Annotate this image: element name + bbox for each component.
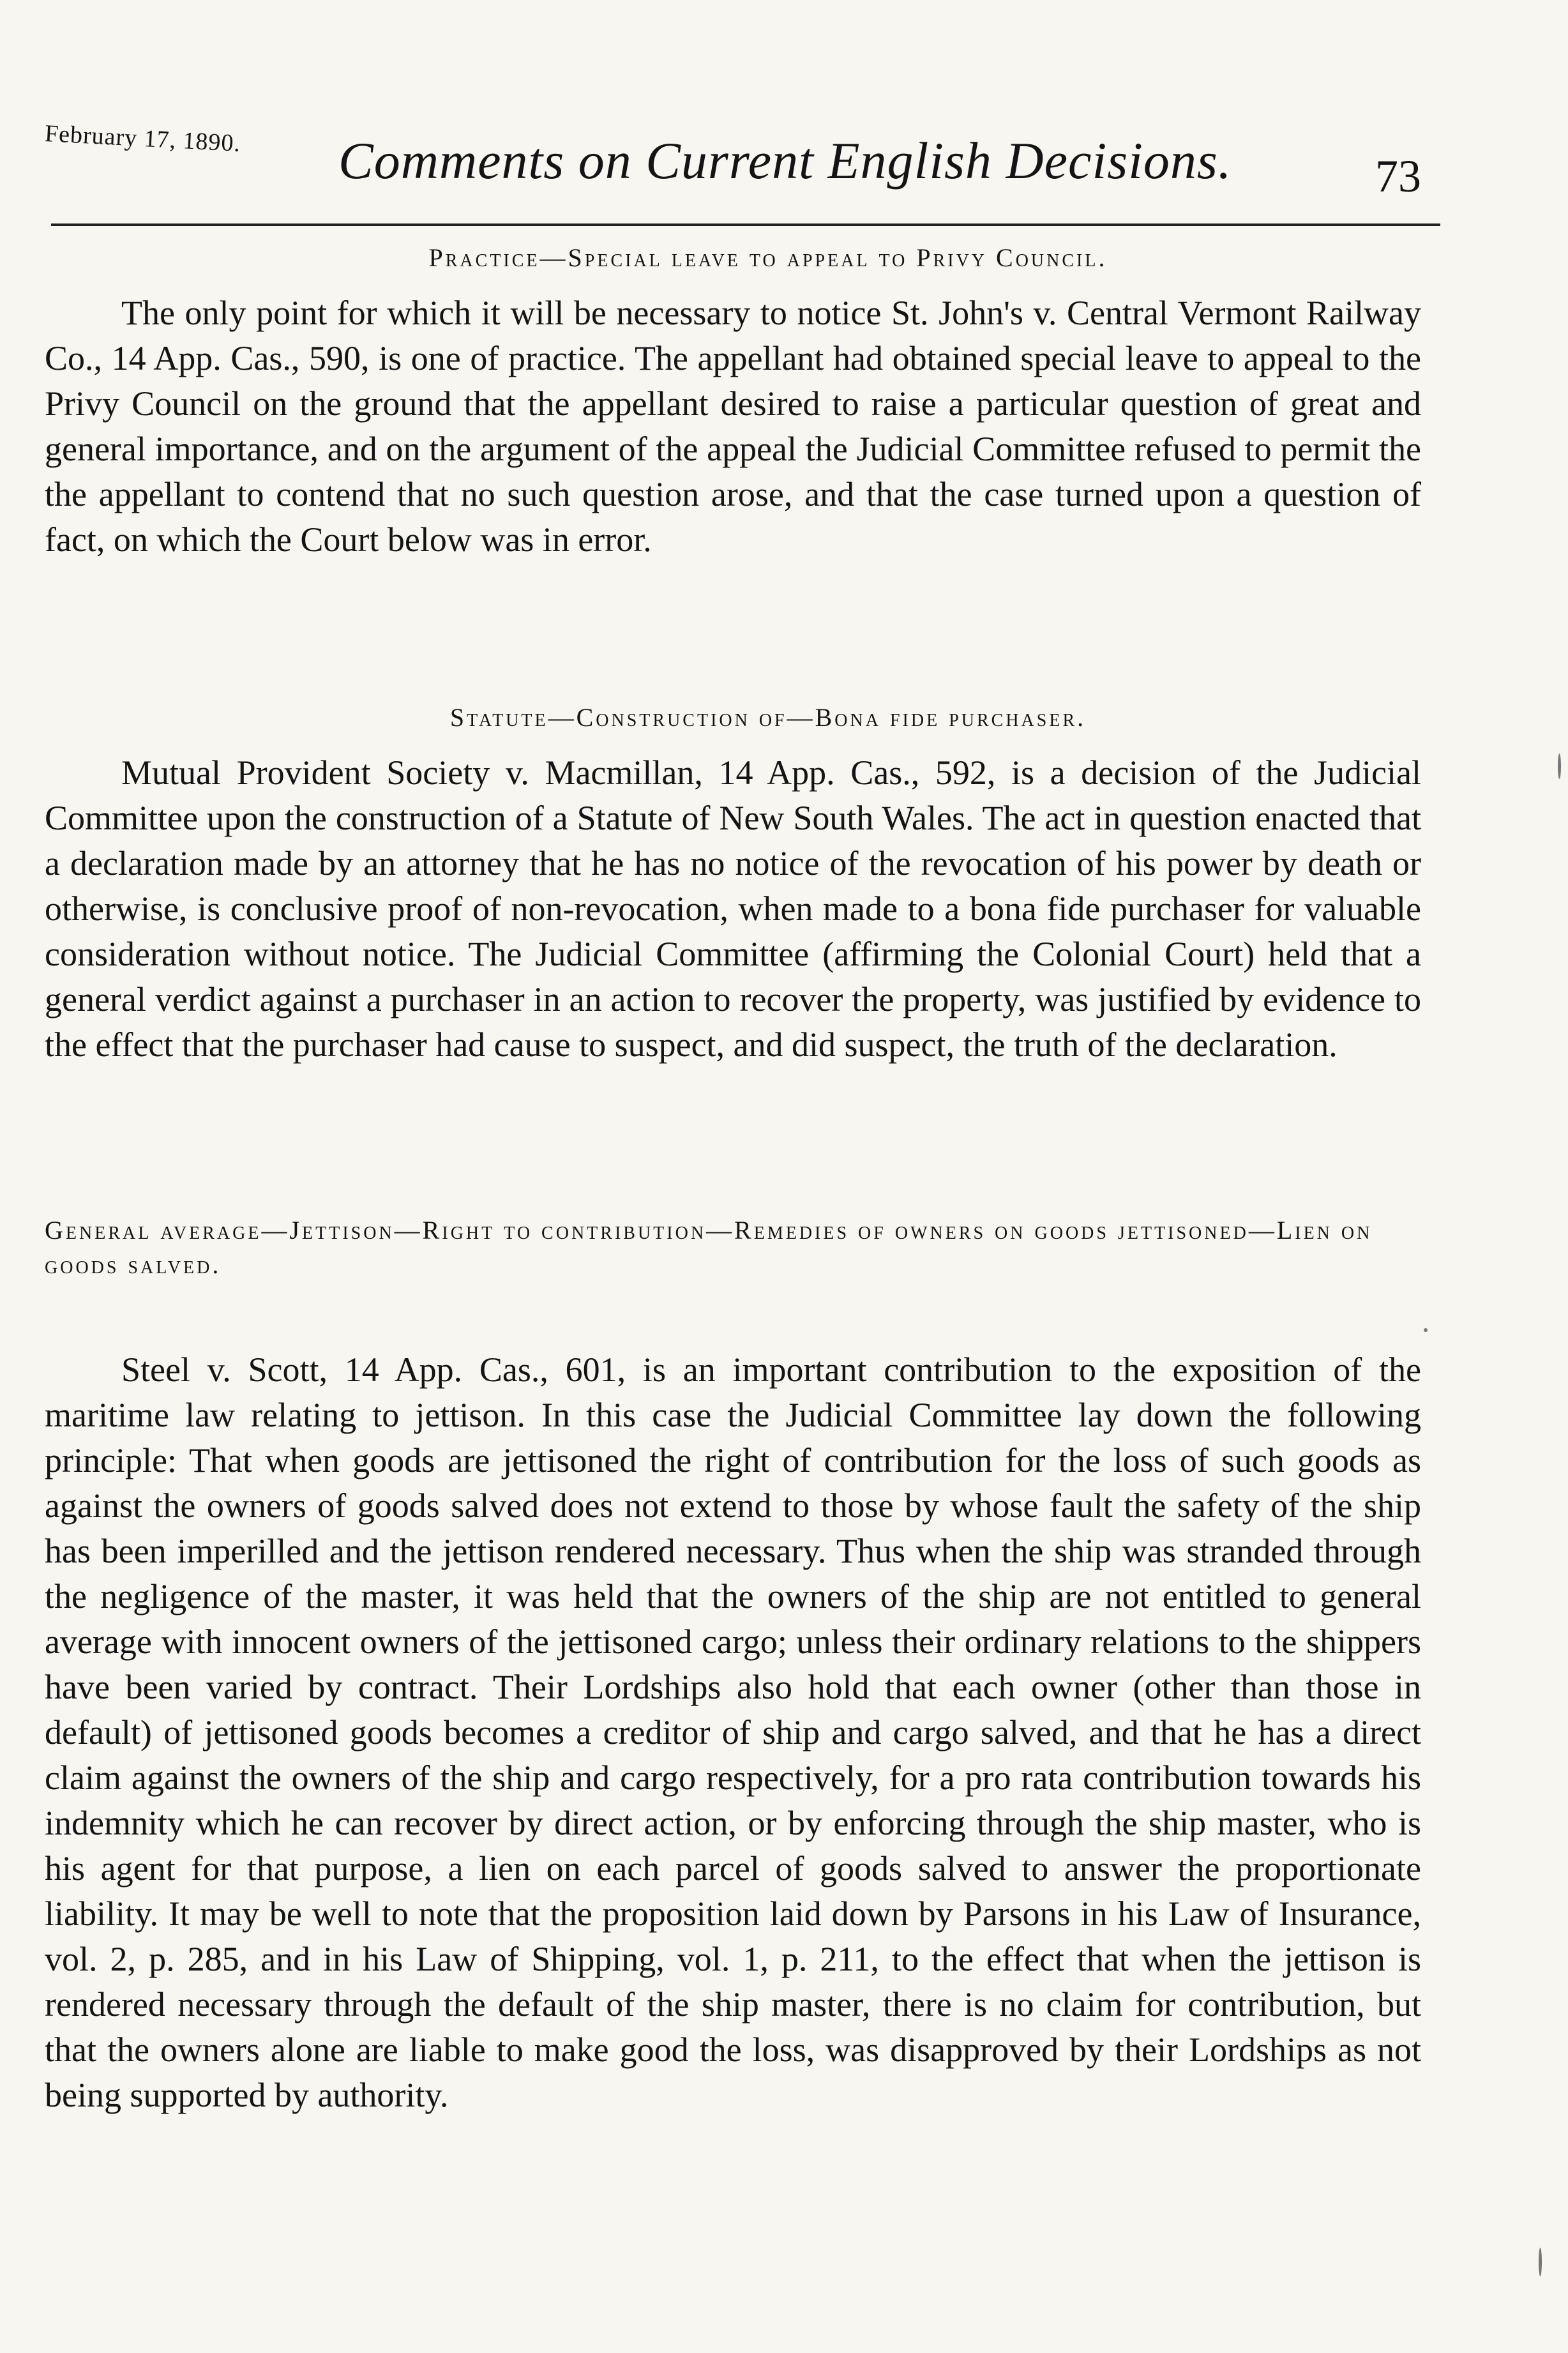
section-heading-statute: Statute—Construction of—Bona fide purchaser. — [449, 703, 1087, 732]
header-rule — [51, 223, 1440, 226]
paragraph-general-average: Steel v. Scott, 14 App. Cas., 601, is an important contribution to the exposition of the maritime law relating to jettison. In this case the Judicial Committee lay down the following principle: That when goods are jettisoned the right of contribution for the loss of such goods as against the owners of goods salved does not extend to those by whose fault the safety of the ship has been imperilled and the jettison rendered necessary. Thus when the ship was stranded through the negligence of the master, it was held that the owners of the ship are not entitled to general average with innocent owners of the jettisoned cargo; unless their ordinary relations to the shippers have been varied by contract. Their Lordships also hold that each owner (other than those in default) of jettisoned goods becomes a creditor of ship and cargo salved, and that he has a direct claim against the owners of the ship and cargo respectively, for a pro rata contribution towards his indemnity which he can recover by direct action, or by enforcing through the ship master, who is his agent for that purpose, a lien on each parcel of goods salved to answer the proportionate liability. It may be well to note that the proposition laid down by Parsons in his Law of Insurance, vol. 2, p. 285, and in his Law of Shipping, vol. 1, p. 211, to the effect that when the jettison is rendered necessary through the default of the ship master, there is no claim for contribution, but that the owners alone are liable to make good the loss, was disapproved by their Lordships as not being supported by authority. — [45, 1351, 1421, 2114]
paragraph-practice: The only point for which it will be necessary to notice St. John's v. Central Vermont Railway Co., 14 App. Cas., 590, is one of practice. The appellant had obtained special leave to appeal to the Privy Council on the ground that the appellant desired to raise a particular question of great and general importance, and on the argument of the appeal the Judicial Committee refused to permit the the appellant to contend that no such question arose, and that the case turned upon a question of fact, on which the Court below was in error. — [45, 294, 1421, 559]
margin-speck — [1424, 1328, 1428, 1332]
running-title: Comments on Current English Decisions. — [338, 132, 1232, 190]
running-header — [45, 112, 1421, 220]
section-heading-practice: Practice—Special leave to appeal to Privy Council. — [428, 243, 1108, 272]
margin-speck — [1539, 2248, 1542, 2276]
paragraph-statute: Mutual Provident Society v. Macmillan, 14 App. Cas., 592, is a decision of the Judicial Committee upon the construction of a Statute of New South Wales. The act in question enacted that a declaration made by an attorney that he has no notice of the revocation of his power by death or otherwise, is conclusive proof of non-revocation, when made to a bona fide purchaser for valuable consideration without notice. The Judicial Committee (affirming the Colonial Court) held that a general verdict against a purchaser in an action to recover the property, was justified by evidence to the effect that the purchaser had cause to suspect, and did suspect, the truth of the declaration. — [45, 753, 1421, 1064]
running-date: February 17, 1890. — [44, 119, 242, 158]
page-number: 73 — [1375, 151, 1421, 202]
section-heading-general-average: General average—Jettison—Right to contribution—Remedies of owners on goods jettisoned—Lien on goods salved. — [45, 1216, 1373, 1279]
margin-speck — [1558, 753, 1561, 779]
